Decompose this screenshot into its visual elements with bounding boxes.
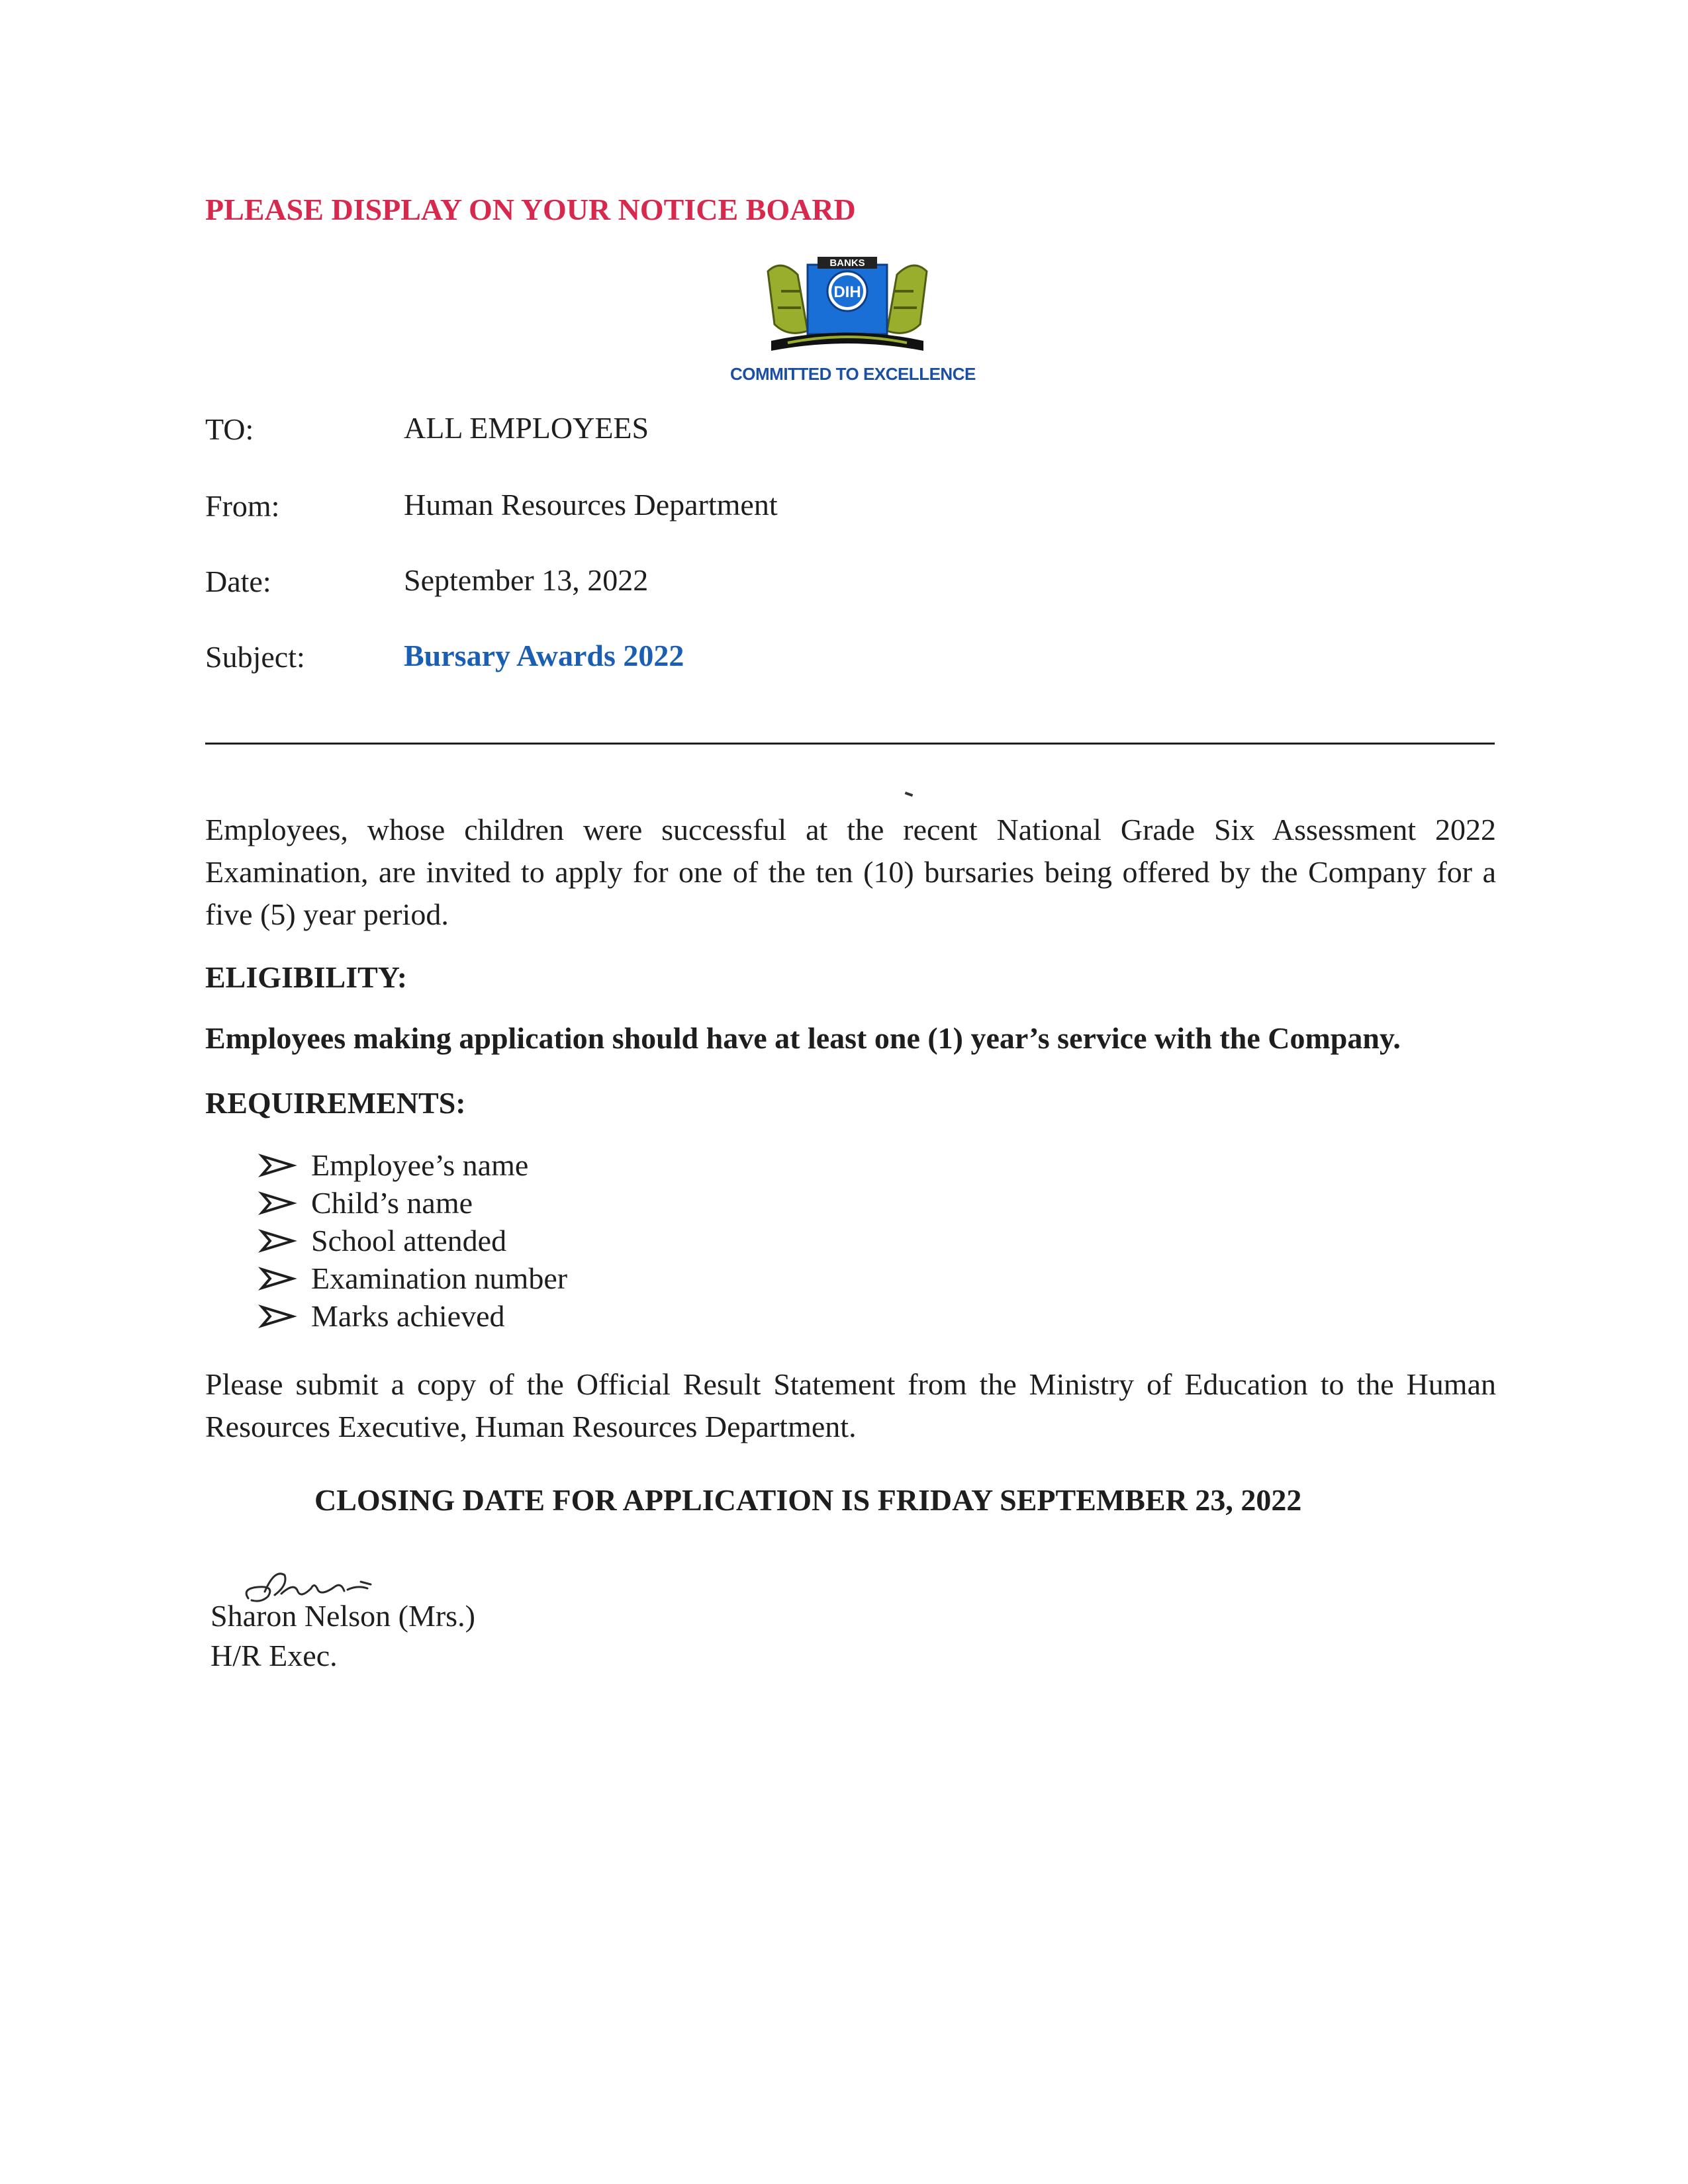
logo-brand-text: BANKS — [829, 257, 865, 269]
arrowhead-bullet-icon — [258, 1303, 298, 1330]
signatory-title: H/R Exec. — [211, 1639, 338, 1672]
arrowhead-bullet-icon — [258, 1152, 298, 1179]
eligibility-heading: ELIGIBILITY: — [205, 960, 408, 994]
subject-label: Subject: — [205, 640, 305, 674]
closing-date-notice: CLOSING DATE FOR APPLICATION IS FRIDAY SEPTEMBER 23, 2022 — [314, 1483, 1302, 1517]
arrowhead-bullet-icon — [258, 1228, 298, 1254]
list-item — [258, 1259, 567, 1297]
submission-paragraph: Please submit a copy of the Official Result Statement from the Ministry of Education to the Human Resources Executive, Human Resources Department. — [205, 1367, 1496, 1443]
intro-paragraph: Employees, whose children were successful at the recent National Grade Six Assessment 2022 Examination, are invited to apply for one of the ten (10) bursaries being offered by the Company for a five (5) year period. — [205, 813, 1496, 931]
list-item — [258, 1297, 567, 1335]
date-label: Date: — [205, 565, 271, 598]
logo-motto: COMMITTED TO EXCELLENCE — [730, 364, 976, 384]
requirement-text: Child’s name — [311, 1186, 473, 1220]
requirements-list — [258, 1146, 567, 1335]
logo-emblem-text: DIH — [833, 283, 861, 301]
list-item — [258, 1222, 567, 1259]
requirement-text: Employee’s name — [311, 1148, 529, 1182]
list-item — [258, 1146, 567, 1184]
requirement-text: Marks achieved — [311, 1299, 505, 1333]
arrowhead-bullet-icon — [258, 1265, 298, 1292]
requirements-heading: REQUIREMENTS: — [205, 1086, 466, 1120]
requirement-text: School attended — [311, 1224, 507, 1257]
signatory-name: Sharon Nelson (Mrs.) — [211, 1599, 475, 1633]
scan-mark — [905, 792, 914, 797]
to-label: TO: — [205, 412, 254, 446]
signature-block — [211, 1596, 475, 1676]
from-value: Human Resources Department — [404, 488, 778, 522]
arrowhead-bullet-icon — [258, 1190, 298, 1216]
to-value: ALL EMPLOYEES — [404, 411, 649, 445]
eligibility-text: Employees making application should have at least one (1) year’s service with the Company. — [205, 1021, 1401, 1055]
notice-heading: PLEASE DISPLAY ON YOUR NOTICE BOARD — [205, 193, 856, 226]
date-value: September 13, 2022 — [404, 563, 649, 597]
list-item — [258, 1184, 567, 1222]
requirement-text: Examination number — [311, 1261, 568, 1295]
company-logo — [761, 251, 933, 364]
subject-value: Bursary Awards 2022 — [404, 639, 684, 672]
header-divider — [205, 743, 1495, 745]
from-label: From: — [205, 489, 280, 523]
